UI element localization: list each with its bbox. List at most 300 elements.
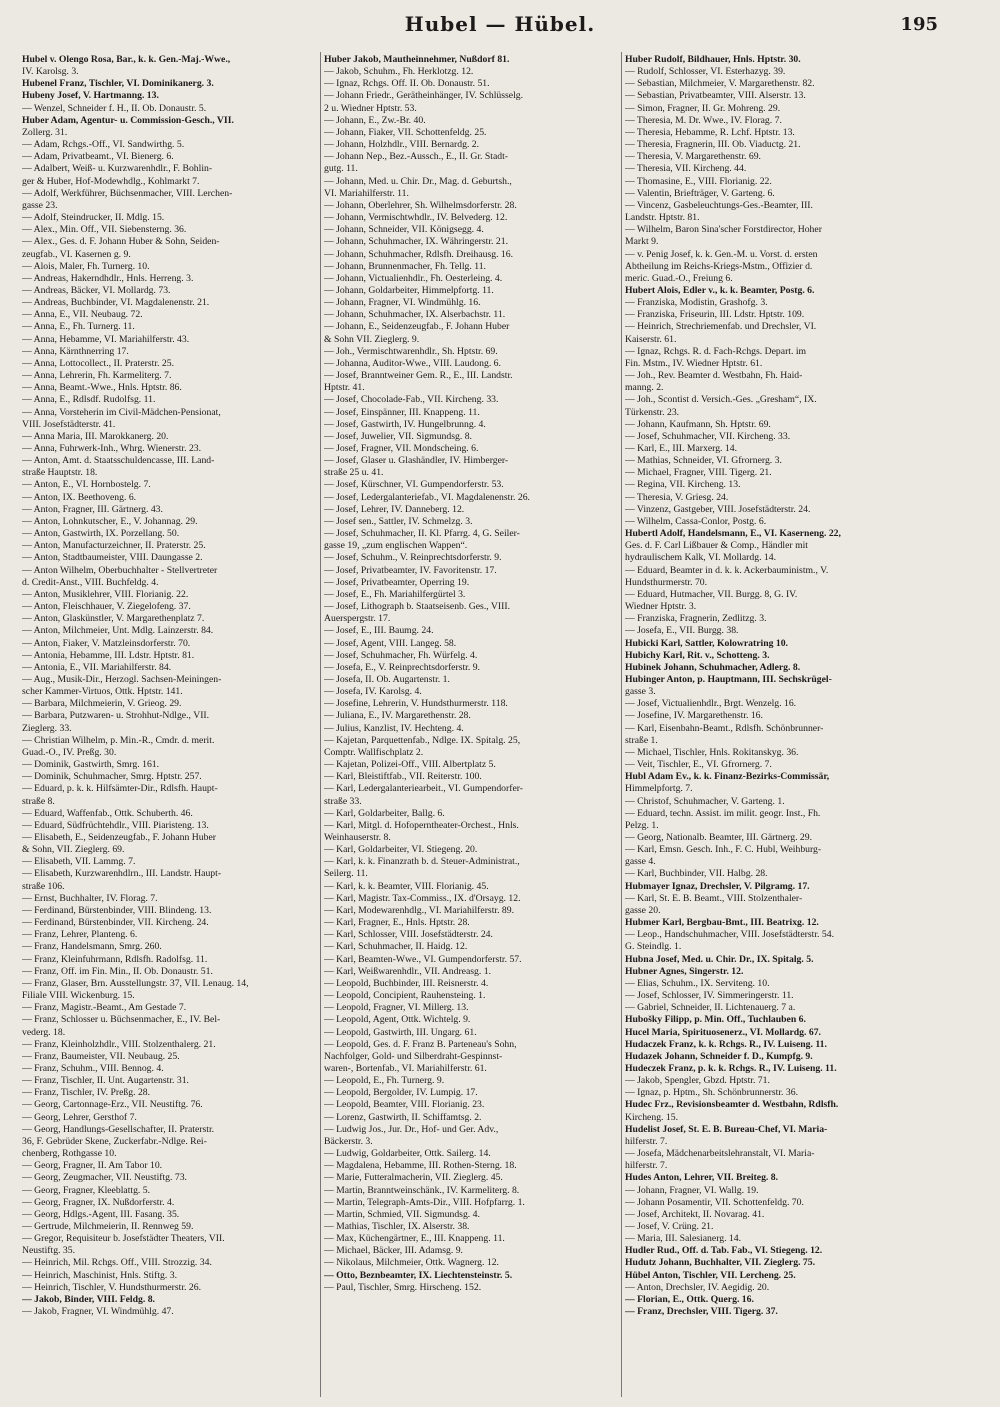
- directory-entry-line: Hudazek Johann, Schneider f. D., Kumpfg. 9.: [625, 1050, 813, 1062]
- directory-entry-line: — Regina, VII. Kircheng. 13.: [625, 479, 741, 491]
- directory-entry-line: Huber Rudolf, Bildhauer, Hnls. Hptstr. 30.: [625, 54, 801, 65]
- directory-entry-line: — Lorenz, Gastwirth, II. Schiffamtsg. 2.: [324, 1111, 482, 1123]
- directory-entry-line: — Johann, Vermischtwhdlr., IV. Belvederg. 12.: [324, 212, 508, 224]
- directory-entry-line: Hudutz Johann, Buchhalter, VII. Zieglerg. 75.: [625, 1257, 816, 1269]
- directory-entry-line: — Johann, Goldarbeiter, Himmelpfortg. 11.: [324, 284, 494, 296]
- directory-entry-line: & Sohn VII. Zieglerg. 9.: [324, 333, 420, 345]
- directory-entry-line: Zollerg. 31.: [22, 126, 68, 138]
- directory-entry-line: — Elisabeth, VII. Lammg. 7.: [22, 856, 136, 868]
- directory-entry-line: — Theresia, Hebamme, R. Lchf. Hptstr. 13.: [625, 126, 795, 138]
- column-2: [324, 54, 620, 1394]
- directory-entry-line: — Josefa, II. Ob. Augartenstr. 1.: [324, 673, 450, 685]
- directory-entry-line: — Antonia, Hebamme, III. Ldstr. Hptstr. 81.: [22, 649, 195, 661]
- directory-entry-line: — Florian, E., Ottk. Querg. 16.: [625, 1293, 754, 1305]
- directory-entry-line: — Ignaz, Rchgs. Off. II. Ob. Donaustr. 51.: [324, 78, 490, 90]
- directory-entry-line: — Josef, Privatbeamter, Operring 19.: [324, 576, 470, 588]
- directory-entry-line: — Martin, Branntweinschänk., IV. Karmeliterg. 8.: [324, 1184, 520, 1196]
- directory-entry-line: 36, F. Gebrüder Skene, Zuckerfabr.-Ndlge. Rei-: [22, 1135, 207, 1147]
- directory-entry-line: — Karl, Ledergalanteriearbeit., VI. Gumpendorfer-: [324, 783, 524, 795]
- directory-entry-line: gasse 4.: [625, 856, 656, 868]
- directory-entry-line: — Martin, Schmied, VII. Sigmundsg. 4.: [324, 1208, 480, 1220]
- directory-entry-line: — Karl, Weißwarenhdlr., VII. Andreasg. 1.: [324, 965, 492, 977]
- directory-entry-line: Huber Adam, Agentur- u. Commission-Gesch., VII.: [22, 114, 234, 126]
- directory-entry-line: — Anna, Fuhrwerk-Inh., Whrg. Wienerstr. 23.: [22, 443, 202, 454]
- running-title: Hubel — Hübel.: [404, 12, 596, 36]
- directory-entry-line: Fin. Mstm., IV. Wiedner Hptstr. 61.: [625, 357, 763, 369]
- directory-entry-line: Hucel Maria, Spirituosenerz., VI. Mollardg. 67.: [625, 1026, 821, 1038]
- directory-entry-line: — Anton, Milchmeier, Unt. Mdlg. Lainzerstr. 84.: [22, 625, 214, 637]
- directory-entry-line: — Karl, Bleistiftfab., VII. Reiterstr. 100.: [324, 771, 482, 783]
- directory-entry-line: Guad.-O., IV. Preßg. 30.: [22, 746, 117, 758]
- directory-entry-line: — Anton Wilhelm, Oberbuchhalter - Stellvertreter: [22, 564, 218, 576]
- directory-entry-line: — Franz, Kleinfuhrmann, Rdlsfh. Radolfsg. 11.: [22, 953, 208, 965]
- directory-entry-line: — Jakob, Schuhm., Fh. Herklotzg. 12.: [324, 66, 474, 78]
- column-divider-1: [320, 52, 321, 1397]
- directory-entry-line: — Josefa, E., V. Reinprechtsdorferstr. 9.: [324, 661, 480, 673]
- directory-entry-line: — Josefa, Mädchenarbeitslehranstalt, VI. Maria-: [625, 1148, 815, 1160]
- directory-entry-line: Hubošky Filipp, p. Min. Off., Tuchlauben 6.: [625, 1014, 806, 1026]
- directory-entry-line: — Joh., Vermischtwarenhdlr., Sh. Hptstr. 69.: [324, 345, 498, 357]
- directory-entry-line: — Franz, Off. im Fin. Min., II. Ob. Donaustr. 51.: [22, 965, 213, 977]
- directory-entry-line: — Michael, Fragner, VIII. Tigerg. 21.: [625, 467, 772, 479]
- directory-entry-line: — Gertrude, Milchmeierin, II. Rennweg 59.: [22, 1221, 194, 1232]
- directory-entry-line: Hübel Anton, Tischler, VII. Lercheng. 25.: [625, 1269, 796, 1281]
- directory-entry-line: — Johann, Schuhmacher, IX. Alserbachstr. 11.: [324, 309, 506, 321]
- directory-entry-line: — Josefine, IV. Margarethenstr. 16.: [625, 710, 763, 722]
- directory-entry-line: — Johann, Holzhdlr., VIII. Bernardg. 2.: [324, 139, 480, 151]
- directory-entry-line: — Josef sen., Sattler, IV. Schmelzg. 3.: [324, 515, 473, 527]
- directory-entry-line: Hubmer Karl, Bergbau-Bmt., III. Beatrixg. 12.: [625, 917, 819, 929]
- directory-entry-line: — Rudolf, Schlosser, VI. Esterhazyg. 39.: [625, 66, 786, 78]
- directory-entry-line: — Anton, IX. Beethoveng. 6.: [22, 491, 137, 503]
- directory-entry-line: — Franz, Drechsler, VIII. Tigerg. 37.: [625, 1306, 778, 1318]
- directory-entry-line: — Elisabeth, E., Seidenzeugfab., F. Johann Huber: [22, 832, 217, 843]
- directory-entry-line: Hubeny Josef, V. Hartmanng. 13.: [22, 90, 159, 102]
- directory-entry-line: — Anton, Amt. d. Staatsschuldencasse, III. Land-: [22, 455, 215, 467]
- directory-entry-line: Hubenel Franz, Tischler, VI. Dominikanerg. 3.: [22, 78, 214, 90]
- directory-entry-line: — Franziska, Fragnerin, Zedlitzg. 3.: [625, 613, 767, 625]
- directory-entry-line: — Georg, Fragner, Kleeblattg. 5.: [22, 1184, 151, 1196]
- directory-entry-line: — Josef, Schlosser, IV. Simmeringerstr. 11.: [625, 990, 794, 1002]
- directory-entry-line: — Josef, Schuhmacher, VII. Kircheng. 33.: [625, 430, 791, 442]
- directory-entry-line: — Georg, Fragner, IX. Nußdorferstr. 4.: [22, 1196, 175, 1208]
- directory-entry-line: hilferstr. 7.: [625, 1135, 668, 1147]
- directory-entry-line: — Leopold, Beamter, VIII. Florianig. 23.: [324, 1099, 485, 1111]
- directory-entry-line: — Josef, Architekt, II. Novarag. 41.: [625, 1208, 765, 1220]
- directory-entry-line: straße 106.: [22, 880, 65, 892]
- directory-entry-line: — Karl, Mitgl. d. Hofoperntheater-Orchest., Hnls.: [324, 819, 519, 831]
- directory-entry-line: — Ludwig Jos., Jur. Dr., Hof- und Ger. Adv.,: [324, 1123, 499, 1135]
- directory-entry-line: — Kajetan, Polizei-Off., VIII. Albertplatz 5.: [324, 759, 496, 771]
- directory-entry-line: — Ignaz, Rchgs. R. d. Fach-Rchgs. Depart. im: [625, 345, 807, 357]
- directory-entry-line: — Ferdinand, Bürstenbinder, VIII. Blindeng. 13.: [22, 904, 212, 916]
- directory-entry-line: Kaiserstr. 61.: [625, 333, 677, 345]
- directory-entry-line: straße Hauptstr. 18.: [22, 467, 98, 479]
- directory-entry-line: — Anton, Gastwirth, IX. Porzellang. 50.: [22, 528, 180, 540]
- directory-entry-line: Hubel v. Olengo Rosa, Bar., k. k. Gen.-Maj.-Wwe.,: [22, 54, 231, 65]
- directory-entry-line: — Anton, Lohnkutscher, E., V. Johannag. 29.: [22, 515, 198, 527]
- directory-entry-line: — Josefa, E., VII. Burgg. 38.: [625, 625, 739, 637]
- directory-entry-line: — Josefa, IV. Karolsg. 4.: [324, 686, 422, 698]
- directory-entry-line: — Karl, St. E. B. Beamt., VIII. Stolzenthaler-: [625, 892, 803, 904]
- directory-entry-line: — Leopold, Buchbinder, III. Reisnerstr. 4.: [324, 977, 489, 989]
- directory-entry-line: — Eduard, Waffenfab., Ottk. Schuberth. 46.: [22, 807, 193, 819]
- directory-entry-line: — Leopold, E., Fh. Turnerg. 9.: [324, 1075, 445, 1087]
- directory-entry-line: ger & Huber, Hof-Modewhdlg., Kohlmarkt 7.: [22, 175, 200, 187]
- directory-entry-line: — Leop., Handschuhmacher, VIII. Josefstädterstr. 54.: [625, 929, 835, 941]
- directory-entry-line: — Theresia, VII. Kircheng. 44.: [625, 163, 747, 175]
- directory-entry-line: — Gabriel, Schneider, II. Lichtenauerg. 7 a.: [625, 1002, 796, 1014]
- directory-entry-line: — Leopold, Fragner, VI. Millerg. 13.: [324, 1002, 469, 1014]
- directory-entry-line: — Johann Friedr., Gerätheinhänger, IV. Schlüsselg.: [324, 90, 524, 102]
- directory-entry-line: — Wilhelm, Cassa-Conlor, Postg. 6.: [625, 515, 767, 527]
- directory-entry-line: Hubertl Adolf, Handelsmann, E., VI. Kaserneng. 22,: [625, 528, 841, 540]
- directory-entry-line: Seilerg. 11.: [324, 868, 368, 880]
- directory-entry-line: — Martin, Telegraph-Amts-Dir., VIII. Hofpfarrg. 1.: [324, 1196, 525, 1208]
- directory-entry-line: — Leopold, Agent, Ottk. Wichtelg. 9.: [324, 1014, 471, 1026]
- directory-entry-line: — Johann, Fiaker, VII. Schottenfeldg. 25.: [324, 126, 487, 138]
- directory-entry-line: — Eduard, techn. Assist. im milit. geogr. Inst., Fh.: [625, 807, 821, 819]
- directory-entry-line: — Andreas, Hakerndhdlr., Hnls. Herreng. 3.: [22, 272, 194, 284]
- directory-entry-line: — Anton, Fleischhauer, V. Ziegelofeng. 37.: [22, 601, 191, 613]
- directory-entry-line: Weinhauserstr. 8.: [324, 832, 391, 843]
- directory-entry-line: — Andreas, Bäcker, VI. Mollardg. 73.: [22, 284, 171, 296]
- directory-entry-line: gasse 23.: [22, 199, 58, 211]
- directory-entry-line: — Josef, Juwelier, VII. Sigmundsg. 8.: [324, 430, 472, 442]
- directory-entry-line: — Johann, Schuhmacher, Rdlsfh. Dreihausg. 16.: [324, 248, 514, 260]
- directory-entry-line: — Heinrich, Mil. Rchgs. Off., VIII. Strozzig. 34.: [22, 1257, 212, 1269]
- directory-entry-line: — Veit, Tischler, E., VI. Gfrornerg. 7.: [625, 759, 772, 771]
- directory-entry-line: — Franz, Schlosser u. Büchsenmacher, E., IV. Bel-: [22, 1014, 221, 1026]
- directory-entry-line: — Karl, k. k. Beamter, VIII. Florianig. 45.: [324, 880, 489, 892]
- directory-entry-line: gutg. 11.: [324, 163, 358, 175]
- directory-entry-line: — Theresia, V. Margarethenstr. 69.: [625, 151, 761, 163]
- directory-entry-line: — Sebastian, Privatbeamter, VIII. Alserstr. 13.: [625, 90, 806, 102]
- directory-entry-line: — Alois, Maler, Fh. Turnerg. 10.: [22, 260, 150, 272]
- directory-entry-line: — Ernst, Buchhalter, IV. Florag. 7.: [22, 892, 158, 904]
- directory-entry-line: — Adam, Rchgs.-Off., VI. Sandwirthg. 5.: [22, 139, 185, 151]
- directory-entry-line: — Jakob, Binder, VIII. Feldg. 8.: [22, 1293, 155, 1305]
- directory-entry-line: Kircheng. 15.: [625, 1111, 678, 1123]
- directory-entry-line: — Simon, Fragner, II. Gr. Mohreng. 29.: [625, 102, 781, 114]
- directory-entry-line: — Dominik, Gastwirth, Smrg. 161.: [22, 759, 160, 771]
- directory-entry-line: Hudelist Josef, St. E. B. Bureau-Chef, VI. Maria-: [625, 1123, 828, 1135]
- directory-entry-line: — Eduard, p. k. k. Hilfsämter-Dir., Rdlsfh. Haupt-: [22, 783, 218, 795]
- directory-entry-line: — Adam, Privatbeamt., VI. Bienerg. 6.: [22, 151, 174, 163]
- directory-entry-line: — Adolf, Werkführer, Büchsenmacher, VIII. Lerchen-: [22, 187, 233, 199]
- directory-entry-line: straße 25 u. 41.: [324, 467, 384, 479]
- directory-entry-line: — Josef, Schuhm., V. Reinprechtsdorferstr. 9.: [324, 552, 502, 564]
- directory-entry-line: — Barbara, Putzwaren- u. Strohhut-Ndlge., VII.: [22, 710, 210, 722]
- directory-entry-line: — Sebastian, Milchmeier, V. Margarethenstr. 82.: [625, 78, 815, 90]
- directory-entry-line: — Franz, Magistr.-Beamt., Am Gestade 7.: [22, 1002, 187, 1014]
- directory-entry-line: — Georg, Handlungs-Gesellschafter, II. Praterstr.: [22, 1123, 215, 1135]
- directory-entry-line: Filiale VIII. Wickenburg. 15.: [22, 990, 135, 1002]
- directory-entry-line: — Alex., Ges. d. F. Johann Huber & Sohn, Seiden-: [22, 236, 220, 248]
- directory-entry-line: — Franziska, Friseurin, III. Ldstr. Hptstr. 109.: [625, 309, 805, 321]
- directory-entry-line: — Heinrich, Strechriemenfab. und Drechsler, VI.: [625, 321, 817, 333]
- directory-entry-line: — Johann, Victualienhdlr., Fh. Oesterleing. 4.: [324, 272, 503, 284]
- directory-entry-line: — Magdalena, Hebamme, III. Rothen-Sterng. 18.: [324, 1160, 517, 1172]
- directory-entry-line: waren-, Bortenfab., VI. Mariahilferstr. 61.: [324, 1062, 487, 1074]
- directory-entry-line: — Gregor, Requisiteur b. Josefstädter Theaters, VII.: [22, 1233, 225, 1245]
- directory-entry-line: — Karl, k. k. Finanzrath b. d. Steuer-Administrat.,: [324, 856, 520, 868]
- directory-entry-line: — Ludwig, Goldarbeiter, Ottk. Sailerg. 14.: [324, 1148, 491, 1160]
- directory-entry-line: — Eduard, Südfrüchtehdlr., VIII. Piaristeng. 13.: [22, 819, 209, 831]
- directory-entry-line: — Wenzel, Schneider f. H., II. Ob. Donaustr. 5.: [22, 102, 207, 114]
- directory-entry-line: — Anna, E., Fh. Turnerg. 11.: [22, 321, 135, 333]
- directory-entry-line: VIII. Josefstädterstr. 41.: [22, 418, 116, 430]
- directory-entry-line: — Ferdinand, Bürstenbinder, VII. Kircheng. 24.: [22, 917, 209, 929]
- directory-entry-line: — Thomasine, E., VIII. Florianig. 22.: [625, 175, 772, 187]
- directory-entry-line: — Julius, Kanzlist, IV. Hechteng. 4.: [324, 722, 464, 734]
- directory-entry-line: chenberg, Rothgasse 10.: [22, 1148, 117, 1160]
- directory-entry-line: — Johann, E., Seidenzeugfab., F. Johann Huber: [324, 321, 510, 333]
- directory-entry-line: — Juliana, E., IV. Margarethenstr. 28.: [324, 710, 471, 722]
- directory-entry-line: — Georg, Lehrer, Gersthof 7.: [22, 1111, 137, 1123]
- directory-entry-line: — Anna, Lottocollect., II. Praterstr. 25.: [22, 357, 175, 369]
- directory-entry-line: — Otto, Beznbeamter, IX. Liechtensteinstr. 5.: [324, 1269, 513, 1281]
- directory-entry-line: — Franz, Handelsmann, Smrg. 260.: [22, 941, 162, 953]
- directory-entry-line: — Anton, Musiklehrer, VIII. Florianig. 22.: [22, 588, 189, 600]
- directory-entry-line: — Georg, Cartonnage-Erz., VII. Neustiftg. 76.: [22, 1099, 203, 1111]
- directory-entry-line: Hubinek Johann, Schuhmacher, Adlerg. 8.: [625, 661, 801, 673]
- directory-entry-line: Abtheilung im Reichs-Kriegs-Mstm., Offizier d.: [625, 260, 813, 272]
- directory-entry-line: — Josef, E., Fh. Mariahilfergürtel 3.: [324, 588, 466, 600]
- directory-entry-line: — Franz, Lehrer, Planteng. 6.: [22, 929, 138, 941]
- directory-entry-line: — Josef, Lithograph b. Staatseisenb. Ges., VIII.: [324, 601, 511, 613]
- directory-entry-line: — Karl, Fragner, E., Hnls. Hptstr. 28.: [324, 917, 470, 929]
- directory-entry-line: — Theresia, Fragnerin, III. Ob. Viaductg. 21.: [625, 139, 801, 151]
- directory-entry-line: — Josef, Kürschner, VI. Gumpendorferstr. 53.: [324, 479, 504, 491]
- directory-entry-line: Zieglerg. 33.: [22, 722, 72, 734]
- directory-entry-line: — Georg, Zeugmacher, VII. Neustiftg. 73.: [22, 1172, 187, 1184]
- directory-entry-line: — Josef, Agent, VIII. Langeg. 58.: [324, 637, 457, 649]
- directory-entry-line: — Antonia, E., VII. Mariahilferstr. 84.: [22, 661, 172, 673]
- directory-entry-line: Hundsthurmerstr. 70.: [625, 576, 708, 588]
- directory-entry-line: vederg. 18.: [22, 1026, 66, 1038]
- directory-entry-line: — Anton, Stadtbaumeister, VIII. Daungasse 2.: [22, 552, 203, 564]
- directory-entry-line: — Max, Küchengärtner, E., III. Knappeng. 11.: [324, 1233, 505, 1245]
- directory-entry-line: G. Steindlg. 1.: [625, 941, 682, 953]
- directory-entry-line: — Christof, Schuhmacher, V. Garteng. 1.: [625, 795, 785, 807]
- directory-entry-line: Hudler Rud., Off. d. Tab. Fab., VI. Stiegeng. 12.: [625, 1245, 823, 1257]
- directory-entry-line: — Anton, E., VI. Hornbostelg. 7.: [22, 479, 151, 491]
- directory-entry-line: — Anna, Hebamme, VI. Mariahilferstr. 43.: [22, 333, 190, 345]
- directory-entry-line: — Franz, Schuhm., VIII. Bennog. 4.: [22, 1062, 164, 1074]
- directory-entry-line: Neustiftg. 35.: [22, 1245, 76, 1257]
- directory-entry-line: — Franz, Tischler, IV. Preßg. 28.: [22, 1087, 151, 1099]
- directory-entry-line: — Josef, Lehrer, IV. Danneberg. 12.: [324, 503, 465, 515]
- directory-entry-line: IV. Karolsg. 3.: [22, 66, 79, 78]
- directory-entry-line: — Vinzenz, Gastgeber, VIII. Josefstädterstr. 24.: [625, 503, 811, 515]
- directory-entry-line: — Elisabeth, Kurzwarenhdlrn., III. Landstr. Haupt-: [22, 868, 222, 880]
- directory-entry-line: — Leopold, Gastwirth, III. Ungarg. 61.: [324, 1026, 477, 1038]
- directory-entry-line: — Anna, E., VII. Neubaug. 72.: [22, 309, 143, 321]
- directory-entry-line: — Johann, Brunnenmacher, Fh. Tellg. 11.: [324, 260, 486, 272]
- column-1: [22, 54, 318, 1394]
- directory-entry-line: hilferstr. 7.: [625, 1160, 668, 1172]
- directory-entry-line: — Johann Posamentir, VII. Schottenfeldg. 70.: [625, 1196, 804, 1208]
- directory-entry-line: — Joh., Rev. Beamter d. Westbahn, Fh. Haid-: [625, 370, 803, 382]
- directory-entry-line: — Josef, Fragner, VII. Mondscheing. 6.: [324, 443, 479, 454]
- page-header: [0, 12, 1000, 46]
- column-divider-2: [621, 52, 622, 1397]
- directory-entry-line: — Christian Wilhelm, p. Min.-R., Cmdr. d. merit.: [22, 734, 215, 746]
- directory-entry-line: Landstr. Hptstr. 81.: [625, 212, 700, 224]
- directory-entry-line: — Theresia, V. Griesg. 24.: [625, 491, 729, 503]
- directory-entry-line: meric. Guad.-O., Freiung 6.: [625, 272, 733, 284]
- directory-entry-line: — Karl, Eisenbahn-Beamt., Rdlsfh. Schönbrunner-: [625, 722, 824, 734]
- directory-entry-line: — Leopold, Bergolder, IV. Lumpig. 17.: [324, 1087, 478, 1099]
- directory-entry-line: — Adalbert, Weiß- u. Kurzwarenhdlr., F. Bohlin-: [22, 163, 213, 175]
- directory-entry-line: — v. Penig Josef, k. k. Gen.-M. u. Vorst. d. ersten: [625, 248, 818, 260]
- directory-entry-line: Hubinger Anton, p. Hauptmann, III. Sechskrügel-: [625, 673, 832, 685]
- page-number: 195: [900, 14, 938, 35]
- directory-entry-line: 2 u. Wiedner Hptstr. 53.: [324, 102, 417, 114]
- directory-entry-line: zeugfab., VI. Kasernen g. 9.: [22, 248, 131, 260]
- directory-entry-line: Hubmayer Ignaz, Drechsler, V. Pilgramg. 17.: [625, 880, 810, 892]
- directory-entry-line: — Josef, Schuhmacher, II. Kl. Pfarrg. 4, G. Seiler-: [324, 528, 520, 540]
- directory-entry-line: — Josef, Ledergalanteriefab., VI. Magdalenenstr. 26.: [324, 491, 530, 503]
- directory-entry-line: Bäckerstr. 3.: [324, 1135, 373, 1147]
- directory-entry-line: straße 1.: [625, 734, 658, 746]
- directory-entry-line: — Kajetan, Parquettenfab., Ndlge. IX. Spitalg. 25,: [324, 734, 521, 746]
- directory-entry-line: gasse 20.: [625, 904, 661, 916]
- directory-entry-line: — Anton, Manufacturzeichner, II. Praterstr. 25.: [22, 540, 206, 552]
- directory-entry-line: — Leopold, Concipient, Rauhensteing. 1.: [324, 990, 486, 1002]
- directory-entry-line: — Jakob, Fragner, VI. Windmühlg. 47.: [22, 1306, 174, 1318]
- directory-entry-line: — Dominik, Schuhmacher, Smrg. Hptstr. 257.: [22, 771, 202, 783]
- directory-entry-line: — Andreas, Buchbinder, VI. Magdalenenstr. 21.: [22, 297, 210, 309]
- directory-entry-line: — Karl, E., III. Marxerg. 14.: [625, 443, 738, 454]
- directory-entry-line: — Eduard, Hutmacher, VII. Burgg. 8, G. IV.: [625, 588, 798, 600]
- column-3: [625, 54, 945, 1394]
- directory-entry-line: Hubicki Karl, Sattler, Kolowratring 10.: [625, 637, 788, 649]
- directory-entry-line: gasse 3.: [625, 686, 656, 698]
- directory-entry-line: hydraulischem Kalk, VI. Mollardg. 14.: [625, 552, 777, 564]
- directory-entry-line: — Anton, Fiaker, V. Matzleinsdorferstr. 70.: [22, 637, 191, 649]
- directory-entry-line: — Johann, Schneider, VII. Königsegg. 4.: [324, 224, 484, 236]
- directory-entry-line: — Anna Maria, III. Marokkanerg. 20.: [22, 430, 169, 442]
- directory-entry-line: — Barbara, Milchmeierin, V. Grieog. 29.: [22, 698, 182, 710]
- directory-entry-line: — Nikolaus, Milchmeier, Ottk. Wagnerg. 12.: [324, 1257, 499, 1269]
- directory-entry-line: Hudes Anton, Lehrer, VII. Breiteg. 8.: [625, 1172, 779, 1184]
- directory-entry-line: Hubner Agnes, Singerstr. 12.: [625, 965, 744, 977]
- directory-entry-line: — Anton, Glaskünstler, V. Margarethenplatz 7.: [22, 613, 205, 625]
- directory-entry-line: Hubert Alois, Edler v., k. k. Beamter, Postg. 6.: [625, 284, 815, 296]
- directory-entry-line: — Anna, E., Rdlsdf. Rudolfsg. 11.: [22, 394, 156, 406]
- directory-entry-line: — Heinrich, Tischler, V. Hundsthurmerstr. 26.: [22, 1281, 202, 1293]
- directory-entry-line: — Mathias, Tischler, IX. Alserstr. 38.: [324, 1221, 470, 1232]
- directory-entry-line: Nachfolger, Gold- und Silberdraht-Gespinnst-: [324, 1050, 503, 1062]
- directory-entry-line: Auerspergstr. 17.: [324, 613, 391, 625]
- directory-entry-line: — Georg, Nationalb. Beamter, III. Gärtnerg. 29.: [625, 832, 813, 843]
- directory-entry-line: — Karl, Emsn. Gesch. Inh., F. C. Hubl, Weihburg-: [625, 844, 822, 856]
- directory-entry-line: — Franziska, Modistin, Grashofg. 3.: [625, 297, 768, 309]
- directory-entry-line: — Karl, Modewarenhdlg., VI. Mariahilferstr. 89.: [324, 904, 515, 916]
- directory-entry-line: — Johann, E., Zw.-Br. 40.: [324, 114, 426, 126]
- directory-entry-line: Himmelpfortg. 7.: [625, 783, 693, 795]
- directory-entry-line: — Josef, V. Crüng. 21.: [625, 1221, 714, 1232]
- directory-entry-line: — Anna, Beamt.-Wwe., Hnls. Hptstr. 86.: [22, 382, 182, 394]
- directory-entry-line: — Anna, Vorsteherin im Civil-Mädchen-Pensionat,: [22, 406, 221, 418]
- directory-entry-line: — Johann, Fragner, VI. Wallg. 19.: [625, 1184, 759, 1196]
- directory-entry-line: — Marie, Futteralmacherin, VII. Zieglerg. 45.: [324, 1172, 503, 1184]
- directory-entry-line: — Paul, Tischler, Smrg. Hirscheng. 152.: [324, 1281, 482, 1293]
- directory-entry-line: — Mathias, Schneider, VI. Gfrornerg. 3.: [625, 455, 782, 467]
- directory-entry-line: — Adolf, Steindrucker, II. Mdlg. 15.: [22, 212, 165, 224]
- directory-entry-line: Hudeczek Franz, p. k. k. Rchgs. R., IV. Luiseng. 11.: [625, 1062, 837, 1074]
- directory-entry-line: — Josef, Privatbeamter, IV. Favoritenstr. 17.: [324, 564, 497, 576]
- directory-entry-line: — Eduard, Beamter in d. k. k. Ackerbauministm., V.: [625, 564, 829, 576]
- directory-entry-line: — Michael, Bäcker, III. Adamsg. 9.: [324, 1245, 463, 1257]
- directory-entry-line: — Wilhelm, Baron Sina'scher Forstdirector, Hoher: [625, 224, 822, 236]
- directory-entry-line: Ges. d. F. Carl Lißbauer & Comp., Händler mit: [625, 540, 808, 552]
- directory-entry-line: — Anna, Lehrerin, Fh. Karmeliterg. 7.: [22, 370, 172, 382]
- directory-entry-line: — Ignaz, p. Hptm., Sh. Schönbrunnerstr. 36.: [625, 1087, 799, 1099]
- directory-entry-line: — Josef, Branntweiner Gem. R., E., III. Landstr.: [324, 370, 513, 382]
- directory-entry-line: — Karl, Goldarbeiter, VI. Stiegeng. 20.: [324, 844, 478, 856]
- directory-entry-line: Comptr. Wallfischplatz 2.: [324, 746, 424, 758]
- directory-entry-line: — Karl, Schlosser, VIII. Josefstädterstr. 24.: [324, 929, 493, 941]
- directory-entry-line: Hptstr. 41.: [324, 382, 365, 394]
- directory-entry-line: — Johann, Schuhmacher, IX. Währingerstr. 21.: [324, 236, 508, 248]
- directory-entry-line: Türkenstr. 23.: [625, 406, 680, 418]
- directory-entry-line: — Karl, Schuhmacher, II. Haidg. 12.: [324, 941, 468, 953]
- directory-entry-line: — Johann, Fragner, VI. Windmühlg. 16.: [324, 297, 481, 309]
- directory-entry-line: — Anna, Kärnthnerring 17.: [22, 345, 129, 357]
- directory-entry-line: Wiedner Hptstr. 3.: [625, 601, 697, 613]
- directory-entry-line: Huber Jakob, Mautheinnehmer, Nußdorf 81.: [324, 54, 510, 65]
- directory-entry-line: — Jakob, Spengler, Gbzd. Hptstr. 71.: [625, 1075, 770, 1087]
- directory-entry-line: — Michael, Tischler, Hnls. Rokitanskyg. 36.: [625, 746, 799, 758]
- directory-entry-line: — Heinrich, Maschinist, Hnls. Stiftg. 3.: [22, 1269, 177, 1281]
- directory-entry-line: — Maria, III. Salesianerg. 14.: [625, 1233, 742, 1245]
- directory-entry-line: straße 33.: [324, 795, 362, 807]
- directory-entry-line: Markt 9.: [625, 236, 659, 248]
- directory-entry-line: — Vincenz, Gasbeleuchtungs-Ges.-Beamter, III.: [625, 199, 813, 211]
- directory-entry-line: gasse 19, „zum englischen Wappen“.: [324, 540, 468, 552]
- directory-entry-line: — Franz, Baumeister, VII. Neubaug. 25.: [22, 1050, 180, 1062]
- directory-entry-line: — Johanna, Auditor-Wwe., VIII. Laudong. 6.: [324, 357, 501, 369]
- directory-entry-line: — Alex., Min. Off., VII. Siebensterng. 36.: [22, 224, 187, 236]
- directory-entry-line: — Aug., Musik-Dir., Herzogl. Sachsen-Meiningen-: [22, 673, 222, 685]
- directory-entry-line: — Josef, Glaser u. Glashändler, IV. Himberger-: [324, 455, 509, 467]
- directory-entry-line: — Johann, Med. u. Chir. Dr., Mag. d. Geburtsh.,: [324, 175, 512, 187]
- directory-entry-line: — Georg, Hdlgs.-Agent, III. Fasang. 35.: [22, 1208, 180, 1220]
- directory-entry-line: Hudec Frz., Revisionsbeamter d. Westbahn, Rdlsfh.: [625, 1099, 839, 1111]
- directory-entry-line: — Elias, Schuhm., IX. Serviteng. 10.: [625, 977, 770, 989]
- directory-entry-line: — Josef, Chocolade-Fab., VII. Kircheng. 33.: [324, 394, 499, 406]
- directory-entry-line: — Josef, Schuhmacher, Fh. Würfelg. 4.: [324, 649, 478, 661]
- directory-entry-line: — Johann Nep., Bez.-Aussch., E., II. Gr. Stadt-: [324, 151, 509, 163]
- directory-entry-line: straße 8.: [22, 795, 55, 807]
- directory-entry-line: — Johann, Oberlehrer, Sh. Wilhelmsdorferstr. 28.: [324, 199, 517, 211]
- directory-entry-line: — Franz, Tischler, II. Unt. Augartenstr. 31.: [22, 1075, 189, 1087]
- directory-entry-line: — Joh., Scontist d. Versich.-Ges. „Gresham“, IX.: [625, 394, 817, 406]
- directory-entry-line: — Josef, Einspänner, III. Knappeng. 11.: [324, 406, 480, 418]
- directory-entry-line: — Theresia, M. Dr. Wwe., IV. Florag. 7.: [625, 114, 782, 126]
- directory-entry-line: manng. 2.: [625, 382, 664, 394]
- directory-entry-line: — Georg, Fragner, II. Am Tabor 10.: [22, 1160, 163, 1172]
- directory-entry-line: — Karl, Goldarbeiter, Ballg. 6.: [324, 807, 445, 819]
- directory-entry-line: — Josef, Gastwirth, IV. Hungelbrunng. 4.: [324, 418, 486, 430]
- directory-entry-line: — Anton, Drechsler, IV. Aegidig. 20.: [625, 1281, 770, 1293]
- directory-entry-line: & Sohn, VII. Zieglerg. 69.: [22, 844, 125, 856]
- directory-entry-line: scher Kammer-Virtuos, Ottk. Hptstr. 141.: [22, 686, 183, 698]
- directory-entry-line: — Leopold, Ges. d. F. Franz B. Parteneau's Sohn,: [324, 1038, 517, 1050]
